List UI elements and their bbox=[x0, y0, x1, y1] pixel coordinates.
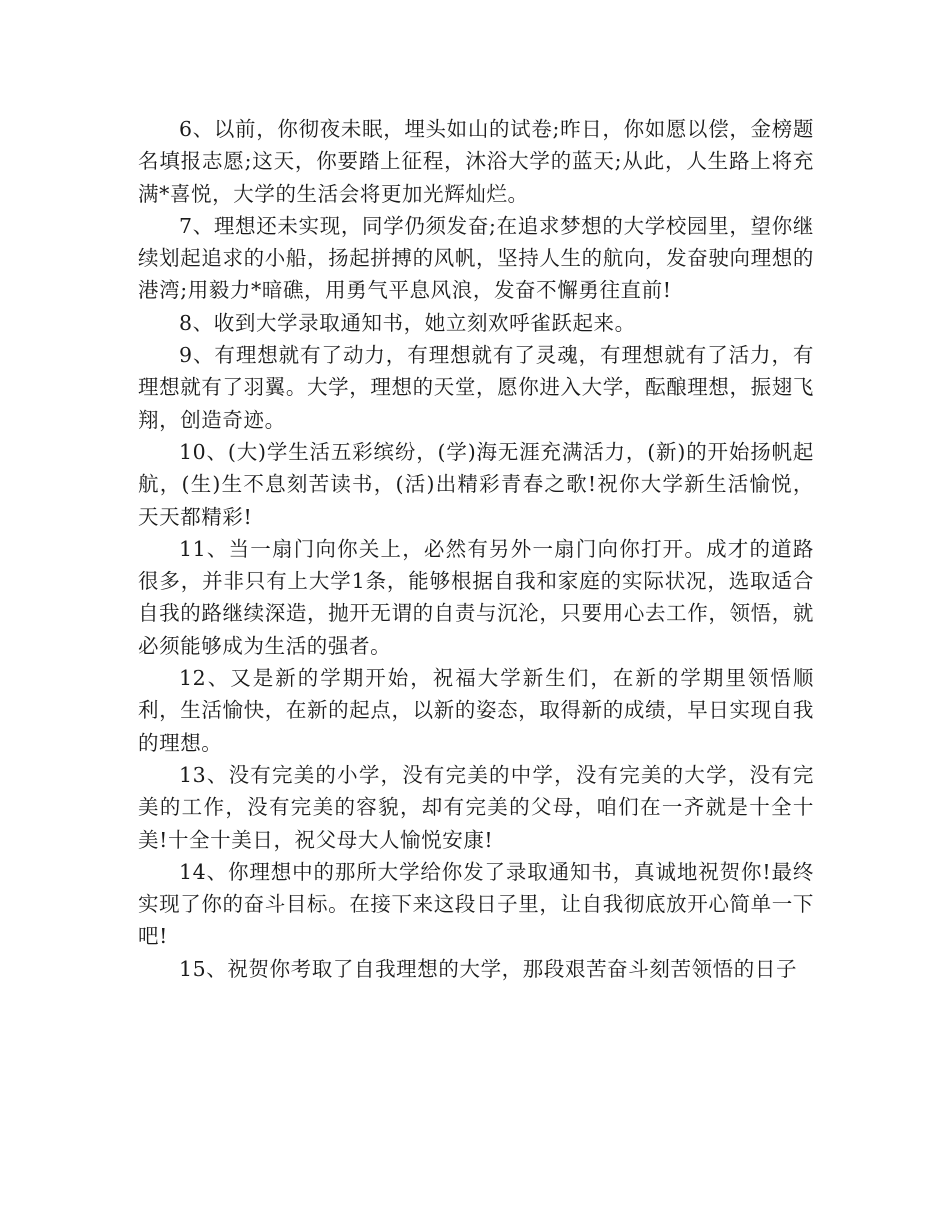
paragraph-8: 8、收到大学录取通知书，她立刻欢呼雀跃起来。 bbox=[179, 310, 636, 335]
paragraph-10: 10、(大)学生活五彩缤纷，(学)海无涯充满活力，(新)的开始扬帆起航，(生)生不息刻苦读书，(活)出精彩青春之歌!祝你大学新生活愉悦，天天都精彩! bbox=[138, 439, 814, 529]
paragraph-11: 11、当一扇门向你关上，必然有另外一扇门向你打开。成才的道路很多，并非只有上大学1条，能够根据自我和家庭的实际状况，选取适合自我的路继续深造，抛开无谓的自责与沉沦，只要用心去工作，领悟，就必须能够成为生活的强者。 bbox=[138, 536, 814, 658]
paragraph-12: 12、又是新的学期开始，祝福大学新生们，在新的学期里领悟顺利，生活愉快，在新的起点，以新的姿态，取得新的成绩，早日实现自我的理想。 bbox=[138, 666, 814, 755]
paragraph-15: 15、祝贺你考取了自我理想的大学，那段艰苦奋斗刻苦领悟的日子 bbox=[179, 956, 798, 981]
paragraph-13: 13、没有完美的小学，没有完美的中学，没有完美的大学，没有完美的工作，没有完美的容貌，却有完美的父母，咱们在一齐就是十全十美!十全十美日，祝父母大人愉悦安康! bbox=[138, 762, 814, 852]
paragraph-7: 7、理想还未实现，同学仍须发奋;在追求梦想的大学校园里，望你继续划起追求的小船，扬起拼搏的风帆，坚持人生的航向，发奋驶向理想的港湾;用毅力*暗礁，用勇气平息风浪，发奋不懈勇往直前! bbox=[138, 213, 814, 303]
paragraph-14: 14、你理想中的那所大学给你发了录取通知书，真诚地祝贺你!最终实现了你的奋斗目标。在接下来这段日子里，让自我彻底放开心简单一下吧! bbox=[138, 859, 814, 949]
document-body bbox=[138, 113, 814, 985]
paragraph-9: 9、有理想就有了动力，有理想就有了灵魂，有理想就有了活力，有理想就有了羽翼。大学，理想的天堂，愿你进入大学，酝酿理想，振翅飞翔，创造奇迹。 bbox=[138, 343, 814, 432]
paragraph-6: 6、以前，你彻夜未眠，埋头如山的试卷;昨日，你如愿以偿，金榜题名填报志愿;这天，你要踏上征程，沐浴大学的蓝天;从此，人生路上将充满*喜悦，大学的生活会将更加光辉灿烂。 bbox=[138, 117, 814, 206]
